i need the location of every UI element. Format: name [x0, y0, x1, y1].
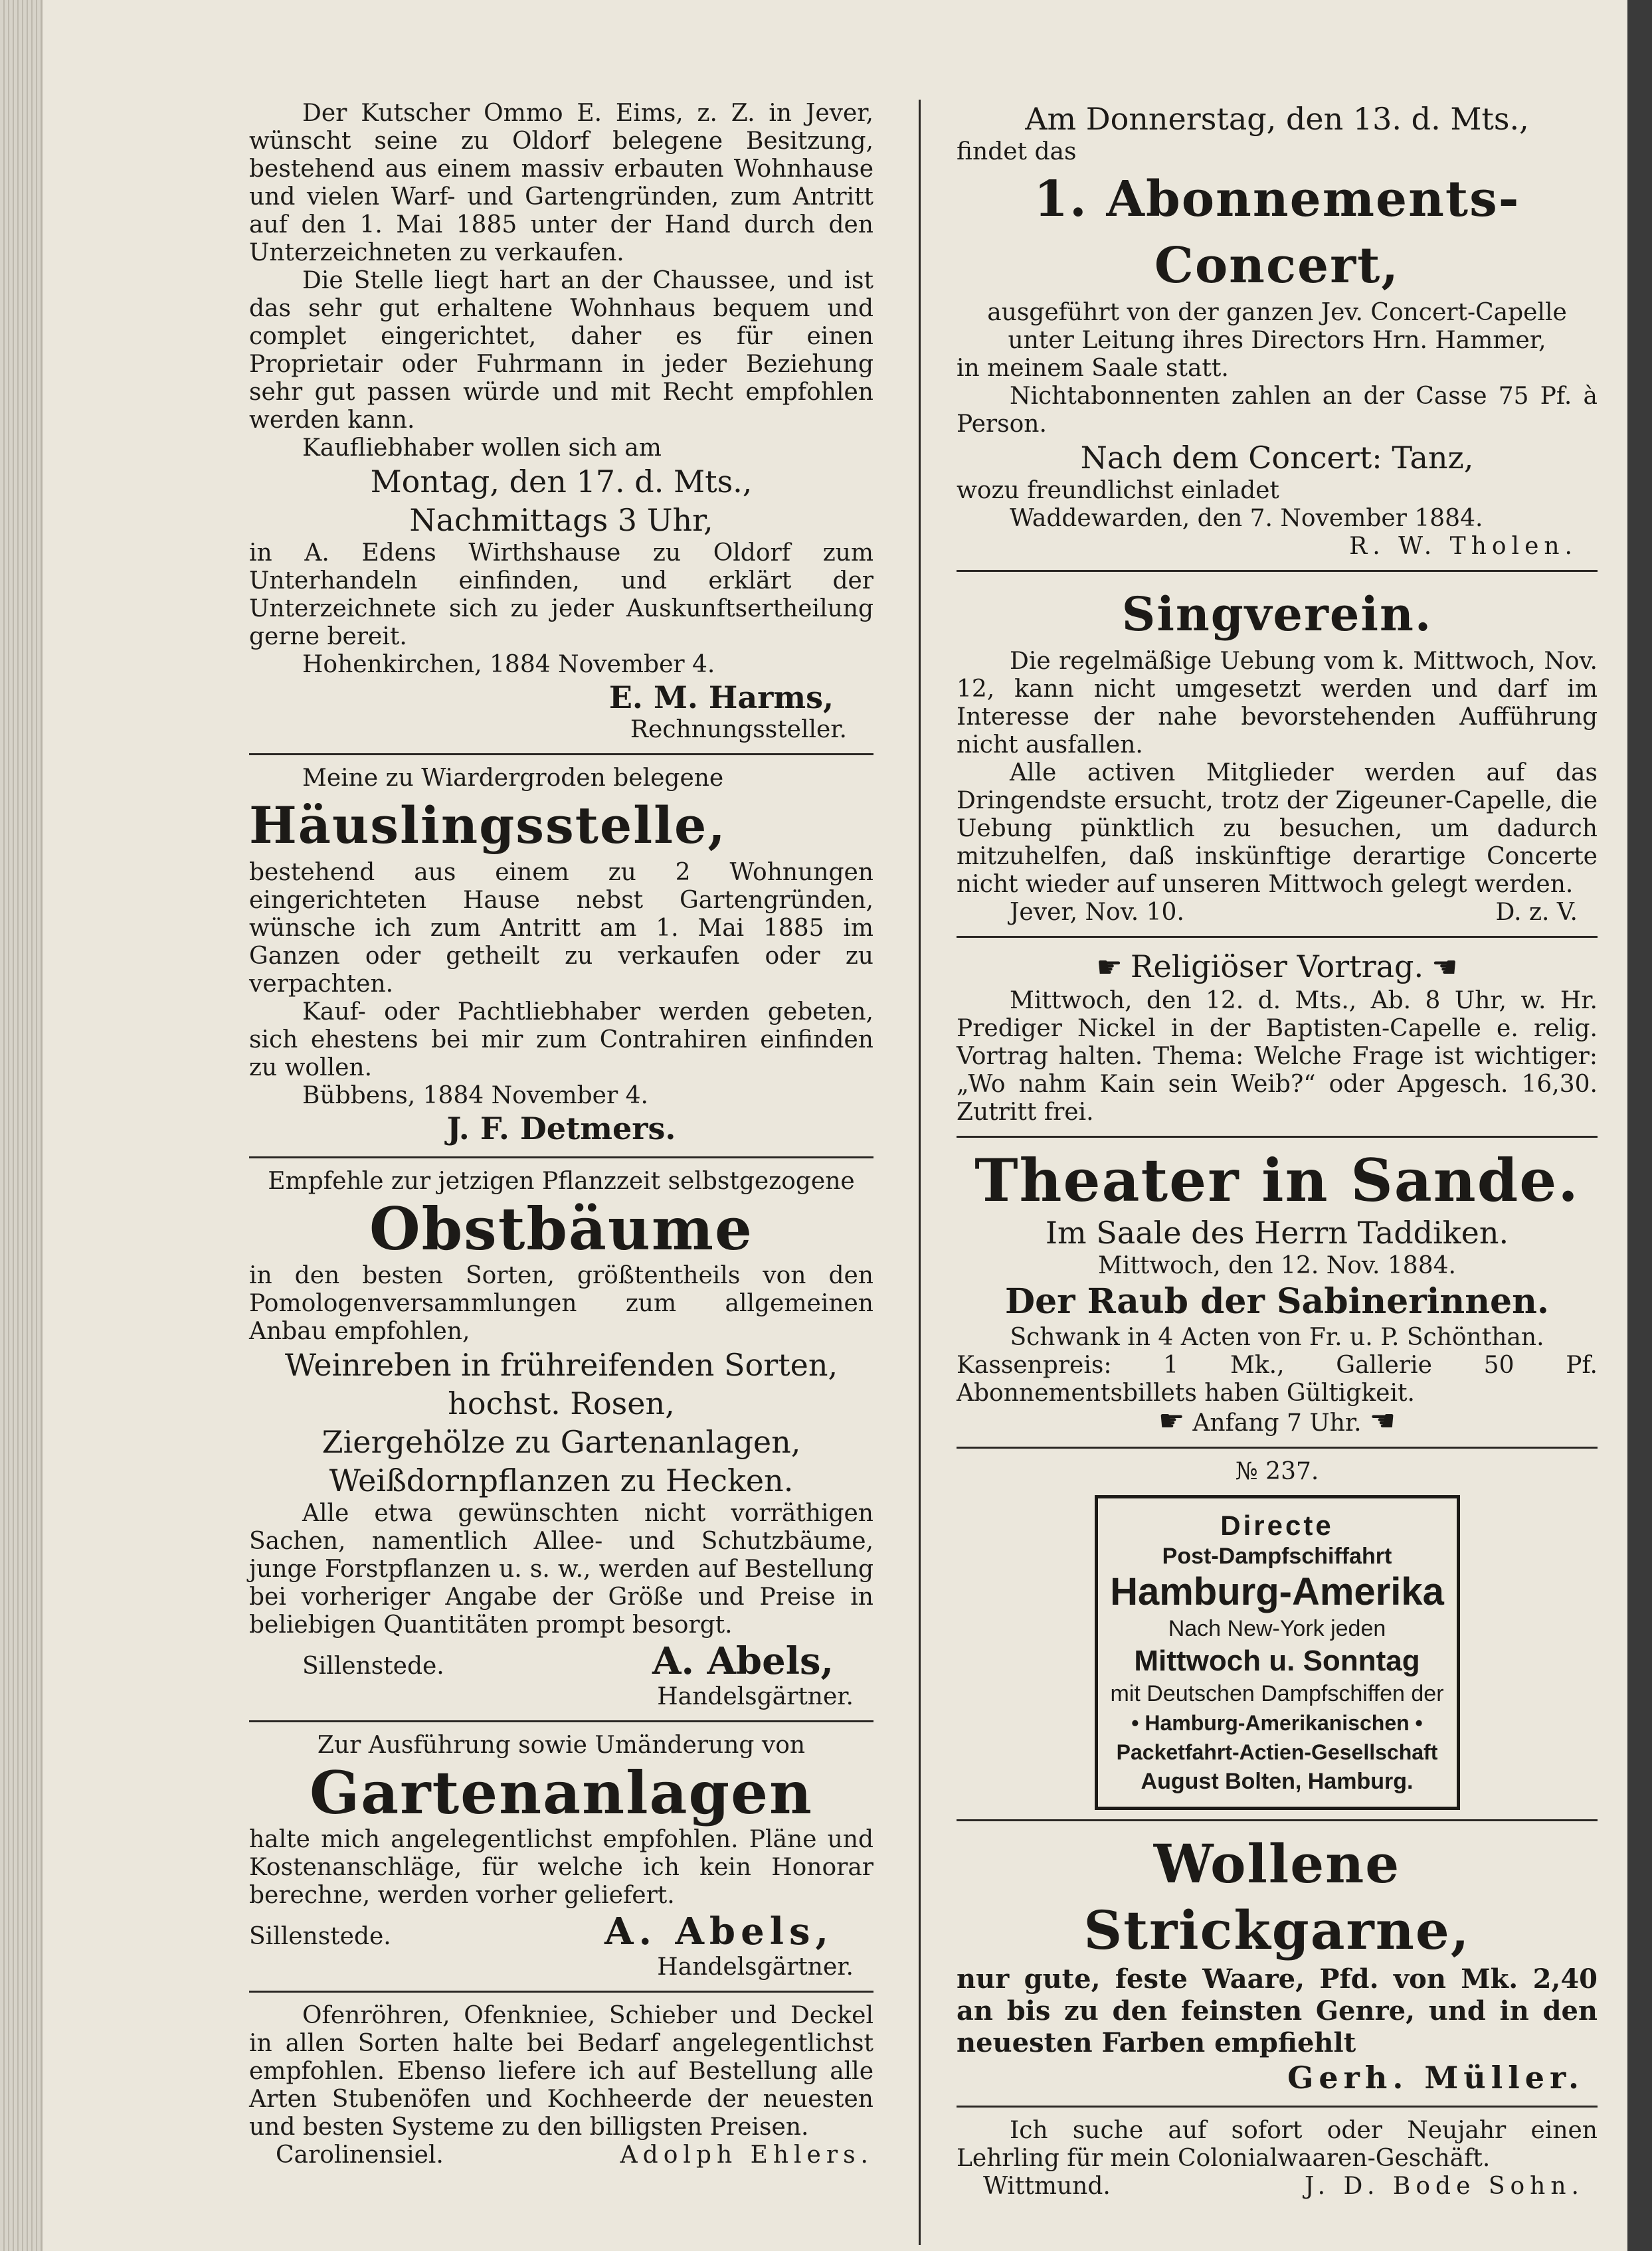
- ad-role: Handelsgärtner.: [657, 1683, 854, 1710]
- ad-text: in meinem Saale statt.: [957, 355, 1229, 382]
- ad-time: Nachmittags 3 Uhr,: [409, 502, 713, 538]
- ad-date: Montag, den 17. d. Mts.,: [370, 464, 753, 499]
- pointing-hand-right-icon: ☛: [1158, 1404, 1185, 1438]
- ad-place: Sillenstede.: [249, 1923, 391, 1950]
- left-column: [249, 100, 873, 2169]
- ad-place: Waddewarden, den 7. November 1884.: [1010, 505, 1483, 532]
- ad-text: Nach dem Concert: Tanz,: [1080, 440, 1474, 476]
- box-line: Mittwoch u. Sonntag: [1134, 1645, 1420, 1677]
- box-line: Post-Dampfschiffahrt: [1162, 1544, 1392, 1569]
- ad-text: Ich suche auf sofort oder Neujahr einen Lehrling für mein Colonialwaaren-Geschäft.: [957, 2117, 1598, 2172]
- ad-place: Sillenstede.: [302, 1653, 444, 1680]
- box-line: Hamburg-Amerika: [1110, 1570, 1444, 1613]
- ad-signature: J. D. Bode Sohn.: [1304, 2173, 1584, 2200]
- ad-ommo-eims: [249, 100, 873, 744]
- ad-title: Religiöser Vortrag.: [1130, 948, 1424, 984]
- ad-text: findet das: [957, 138, 1077, 165]
- ad-abonnements-concert: [957, 100, 1598, 561]
- right-column: [957, 100, 1598, 2201]
- pointing-hand-left-icon: ☚: [1431, 950, 1458, 984]
- column-divider: [919, 100, 921, 2245]
- ad-haeuslingsstelle: [249, 765, 873, 1147]
- ad-title: Singverein.: [1121, 586, 1433, 642]
- ad-intro: Meine zu Wiardergroden belegene: [302, 765, 724, 792]
- ad-ofenroehren: [249, 2002, 873, 2169]
- ad-place: Bübbens, 1884 November 4.: [302, 1082, 648, 1109]
- ad-place: Wittmund.: [983, 2173, 1111, 2200]
- ad-title: 1. Abonnements-Concert,: [1034, 171, 1520, 294]
- ad-signature: D. z. V.: [1495, 899, 1578, 926]
- ad-signature: R. W. Tholen.: [1349, 533, 1578, 560]
- pointing-hand-right-icon: ☛: [1096, 950, 1123, 984]
- ad-title: Obstbäume: [369, 1194, 753, 1263]
- ad-text: in den besten Sorten, größtentheils von den Pomologenversammlungen zum allgemeinen Anbau empfohlen,: [249, 1262, 873, 1345]
- ad-signature: Gerh. Müller.: [1287, 2060, 1584, 2096]
- ad-place: Carolinensiel.: [276, 2141, 444, 2169]
- ad-item: Weinreben in frühreifenden Sorten,: [284, 1347, 838, 1383]
- ad-signature: J. F. Detmers.: [446, 1111, 676, 1146]
- box-line: Nach New-York jeden: [1168, 1616, 1386, 1641]
- separator: [249, 1156, 873, 1158]
- ad-text: Die regelmäßige Uebung vom k. Mittwoch, Nov. 12, kann nicht umgesetzt werden und darf im Interesse der nahe bevorstehenden Aufführung nicht ausfallen.: [957, 648, 1598, 759]
- box-line: Directe: [1220, 1510, 1334, 1541]
- ad-hamburg-amerika: [957, 1458, 1598, 1810]
- ad-text: Alle activen Mitglieder werden auf das Dringendste ersucht, trotz der Zigeuner-Capelle, die Uebung pünktlich zu besuchen, um dadurch mitzuhelfen, daß inskünftige derartige Concerte nicht wieder auf unseren Mittwoch gelegt werden.: [957, 759, 1598, 898]
- ad-intro: Empfehle zur jetzigen Pflanzzeit selbstgezogene: [268, 1168, 855, 1195]
- ad-title: Wollene Strickgarne,: [1083, 1833, 1471, 1961]
- ad-singverein: [957, 581, 1598, 927]
- ad-item: Ziergehölze zu Gartenanlagen,: [321, 1424, 801, 1460]
- ad-date: Am Donnerstag, den 13. d. Mts.,: [1025, 101, 1529, 137]
- separator: [249, 1991, 873, 1993]
- ad-text: Die Stelle liegt hart an der Chaussee, und ist das sehr gut erhaltene Wohnhaus bequem und complet eingerichtet, daher es für einen Proprietair oder Fuhrmann in jeder Beziehung sehr gut passen würde und mit Recht empfohlen werden kann.: [249, 267, 873, 434]
- ad-text: Anfang 7 Uhr.: [1192, 1409, 1362, 1437]
- ad-text: Ofenröhren, Ofenkniee, Schieber und Deckel in allen Sorten halte bei Bedarf angelegentlichst empfohlen. Ebenso liefere ich auf Bestellung alle Arten Stubenöfen und Kochheerde der neuesten und besten Systeme zu den billigsten Preisen.: [249, 2002, 873, 2141]
- ad-text: ausgeführt von der ganzen Jev. Concert-Capelle: [987, 299, 1567, 326]
- ad-gartenanlagen: [249, 1732, 873, 1981]
- separator: [957, 570, 1598, 572]
- ad-play-title: Der Raub der Sabinerinnen.: [1005, 1281, 1549, 1322]
- separator: [957, 1819, 1598, 1821]
- ad-text: Kassenpreis: 1 Mk., Gallerie 50 Pf. Abonnementsbillets haben Gültigkeit.: [957, 1352, 1598, 1407]
- ad-text: Nichtabonnenten zahlen an der Casse 75 Pf. à Person.: [957, 383, 1598, 438]
- ad-text: Mittwoch, den 12. d. Mts., Ab. 8 Uhr, w. Hr. Prediger Nickel in der Baptisten-Capelle e. relig. Vortrag halten. Thema: Welche Frage ist wichtiger: „Wo nahm Kain sein Weib?“ oder Apgesch. 16,30. Zutritt frei.: [957, 987, 1598, 1126]
- box-line: mit Deutschen Dampfschiffen der: [1110, 1681, 1444, 1706]
- ad-text: Kaufliebhaber wollen sich am: [302, 434, 662, 462]
- ad-title: Häuslingsstelle,: [249, 796, 727, 855]
- ad-role: Rechnungssteller.: [630, 716, 847, 743]
- separator: [957, 936, 1598, 938]
- box-line: August Bolten, Hamburg.: [1141, 1769, 1414, 1794]
- ad-item: Weißdornpflanzen zu Hecken.: [329, 1463, 794, 1498]
- ad-religioeser-vortrag: [957, 947, 1598, 1126]
- shipping-box: [1095, 1495, 1460, 1810]
- ad-signature: E. M. Harms,: [608, 679, 834, 715]
- page-edge: [0, 0, 41, 2251]
- ad-theater-in-sande: [957, 1147, 1598, 1437]
- ad-place: Jever, Nov. 10.: [1010, 899, 1184, 926]
- ad-item: hochst. Rosen,: [448, 1386, 675, 1421]
- ad-lehrling: [957, 2117, 1598, 2201]
- ad-text: nur gute, feste Waare, Pfd. von Mk. 2,40 an bis zu den feinsten Genre, und in den neuesten Farben empfiehlt: [957, 1963, 1598, 2058]
- ad-place: Hohenkirchen, 1884 November 4.: [302, 651, 715, 678]
- ad-text: halte mich angelegentlichst empfohlen. Pläne und Kostenanschläge, für welche ich kein Honorar berechne, werden vorher geliefert.: [249, 1826, 873, 1909]
- ad-signature: A. Abels,: [604, 1910, 834, 1953]
- ad-text: wozu freundlichst einladet: [957, 477, 1279, 504]
- ad-text: Schwank in 4 Acten von Fr. u. P. Schönthan.: [1010, 1324, 1544, 1351]
- ad-text: Der Kutscher Ommo E. Eims, z. Z. in Jever, wünscht seine zu Oldorf belegene Besitzung, bestehend aus einem massiv erbauten Wohnhause und vielen Warf- und Gartengründen, zum Antritt auf den 1. Mai 1885 unter der Hand durch den Unterzeichneten zu verkaufen.: [249, 100, 873, 266]
- ad-text: Mittwoch, den 12. Nov. 1884.: [1098, 1252, 1456, 1279]
- ad-title: Gartenanlagen: [309, 1758, 814, 1827]
- ad-text: Im Saale des Herrn Taddiken.: [1045, 1215, 1509, 1251]
- separator: [249, 1720, 873, 1722]
- ad-text: Kauf- oder Pachtliebhaber werden gebeten, sich ehestens bei mir zum Contrahiren einfinden zu wollen.: [249, 998, 873, 1081]
- ad-signature: Adolph Ehlers.: [620, 2141, 873, 2169]
- separator: [957, 2106, 1598, 2108]
- separator: [957, 1447, 1598, 1449]
- scan-border: [1627, 0, 1652, 2251]
- ad-title: Theater in Sande.: [974, 1146, 1580, 1215]
- box-line: Packetfahrt-Actien-Gesellschaft: [1116, 1740, 1438, 1764]
- ad-number: № 237.: [1235, 1458, 1319, 1485]
- ad-intro: Zur Ausführung sowie Umänderung von: [317, 1732, 806, 1759]
- separator: [957, 1136, 1598, 1138]
- ad-text: Alle etwa gewünschten nicht vorräthigen Sachen, namentlich Allee- und Schutzbäume, junge Forstpflanzen u. s. w., werden auf Bestellung bei vorheriger Angabe der Größe und Preise in beliebigen Quantitäten prompt besorgt.: [249, 1500, 873, 1639]
- ad-signature: A. Abels,: [652, 1639, 834, 1683]
- ad-text: bestehend aus einem zu 2 Wohnungen eingerichteten Hause nebst Gartengründen, wünsche ich zum Antritt am 1. Mai 1885 im Ganzen oder getheilt zu verkaufen oder zu verpachten.: [249, 859, 873, 998]
- ad-obstbaeume: [249, 1168, 873, 1711]
- ad-text: in A. Edens Wirthshause zu Oldorf zum Unterhandeln einfinden, und erklärt der Unterzeichnete sich zu jeder Auskunftsertheilung gerne bereit.: [249, 539, 873, 650]
- ad-text: unter Leitung ihres Directors Hrn. Hammer,: [1008, 327, 1546, 354]
- ad-role: Handelsgärtner.: [657, 1953, 854, 1981]
- box-line: • Hamburg-Amerikanischen •: [1131, 1711, 1423, 1735]
- separator: [249, 753, 873, 755]
- pointing-hand-left-icon: ☚: [1369, 1404, 1396, 1438]
- ad-wollene-strickgarne: [957, 1831, 1598, 2096]
